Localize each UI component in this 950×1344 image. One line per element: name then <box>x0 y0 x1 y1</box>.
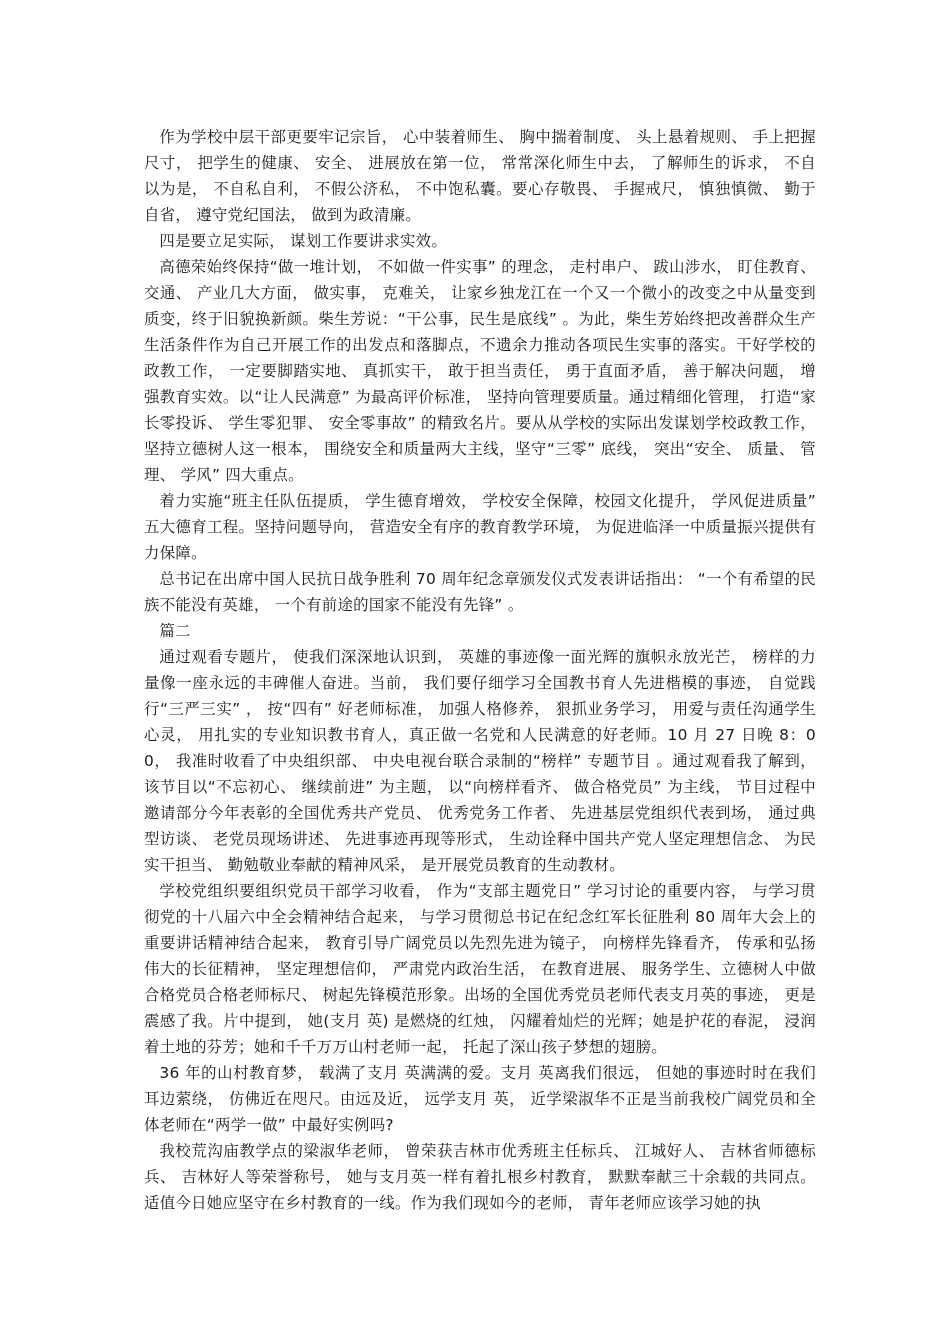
paragraph-program-viewing: 通过观看专题片， 使我们深深地认识到， 英雄的事迹像一面光辉的旗帜永放光芒， 榜样的力量像一座永远的丰碑催人奋进。当前， 我们要仔细学习全国教书育人先进楷模的事迹， 自觉践行“三严三实” ， 按“四有” 好老师标准， 加强人格修养， 狠抓业务学习， 用爱与责任沟通学生心灵， 用扎实的专业知识教书育人，真正做一名党和人民满意的好老师。10 月 27 日晚 8：00， 我准时收看了中央组织部、 中央电视台联合录制的“榜样” 专题节目 。通过观看我了解到， 该节目以“不忘初心、 继续前进” 为主题， 以“向榜样看齐、 做合格党员” 为主线， 节目过程中邀请部分今年表彰的全国优秀共产党员、 优秀党务工作者、 先进基层党组织代表到场， 通过典型访谈、 老党员现场讲述、 先进事迹再现等形式， 生动诠释中国共产党人坚定理想信念、 为民实干担当、 勤勉敬业奉献的精神风采， 是开展党员教育的生动教材。 <box>144 648 816 874</box>
paragraph-moral-education: 着力实施“班主任队伍提质， 学生德育增效， 学校安全保障，校园文化提升， 学风促进质量” 五大德育工程。坚持问题导向， 营造安全有序的教育教学环境， 为促进临泽一中质量振兴提供有力保障。 <box>144 492 816 562</box>
paragraph-gao-derong: 高德荣始终保持“做一堆计划， 不如做一件实事” 的理念， 走村串户、 跋山涉水， 盯住教育、 交通、 产业几大方面， 做实事， 克难关， 让家乡独龙江在一个又一个微小的改变之中从量变到质变，终于旧貌换新颜。柴生芳说：“干公事，民生是底线” 。为此，柴生芳始终把改善群众生产生活条件作为自己开展工作的出发点和落脚点，不遗余力推动各项民生实事的落实。干好学校的政教工作， 一定要脚踏实地、 真抓实干， 敢于担当责任， 勇于直面矛盾， 善于解决问题， 增强教育实效。以“让人民满意” 为最高评价标准， 坚持向管理要质量。通过精细化管理， 打造“家长零投诉、 学生零犯罪、 安全零事故” 的精致名片。要从从学校的实际出发谋划学校政教工作， 坚持立德树人这一根本， 围绕安全和质量两大主线，坚守“三零” 底线， 突出“安全、 质量、 管理、 学风” 四大重点。 <box>144 258 816 484</box>
paragraph-zhi-yueying: 36 年的山村教育梦， 载满了支月 英满满的爱。支月 英离我们很远， 但她的事迹时时在我们耳边萦绕， 仿佛近在咫尺。由远及近， 远学支月 英， 近学梁淑华不正是当前我校广阔党员和全体老师在“两学一做” 中最好实例吗? <box>144 1064 816 1134</box>
paragraph-integrity: 作为学校中层干部更要牢记宗旨， 心中装着师生、 胸中揣着制度、 头上悬着规则、 手上把握尺寸， 把学生的健康、 安全、 进展放在第一位， 常常深化师生中去， 了解师生的诉求， 不自以为是， 不自私自利， 不假公济私， 不中饱私囊。要心存敬畏、 手握戒尺， 慎独慎微、 勤于自省， 遵守党纪国法， 做到为政清廉。 <box>144 128 816 224</box>
paragraph-liang-shuhua: 我校荒沟庙教学点的梁淑华老师， 曾荣获吉林市优秀班主任标兵、 江城好人、 吉林省师德标兵、 吉林好人等荣誉称号， 她与支月英一样有着扎根乡村教育， 默默奉献三十余载的共同点。适值今日她应坚守在乡村教育的一线。作为我们现如今的老师， 青年老师应该学习她的执 <box>144 1142 816 1212</box>
paragraph-point-four-heading: 四是要立足实际， 谋划工作要讲求实效。 <box>159 232 448 250</box>
paragraph-party-study: 学校党组织要组织党员干部学习收看， 作为“支部主题党日” 学习讨论的重要内容， 与学习贯彻党的十八届六中全会精神结合起来， 与学习贯彻总书记在纪念红军长征胜利 80 周年大会上的重要讲话精神结合起来， 教育引导广阔党员以先烈先进为镜子， 向榜样先锋看齐， 传承和弘扬伟大的长征精神， 坚定理想信仰， 严肃党内政治生活， 在教育进展、 服务学生、立德树人中做合格党员合格老师标尺、 树起先锋模范形象。出场的全国优秀党员老师代表支月英的事迹， 更是震感了我。片中提到， 她(支月 英) 是燃烧的红烛， 闪耀着灿烂的光辉；她是护花的春泥， 浸润着土地的芬芳；她和千千万万山村老师一起， 托起了深山孩子梦想的翅膀。 <box>144 882 816 1056</box>
document-body <box>144 124 816 1216</box>
paragraph-quote: 总书记在出席中国人民抗日战争胜利 70 周年纪念章颁发仪式发表讲话指出： “一个有希望的民族不能没有英雄， 一个有前途的国家不能没有先锋” 。 <box>144 570 816 614</box>
section-heading-part-two: 篇二 <box>159 622 191 640</box>
